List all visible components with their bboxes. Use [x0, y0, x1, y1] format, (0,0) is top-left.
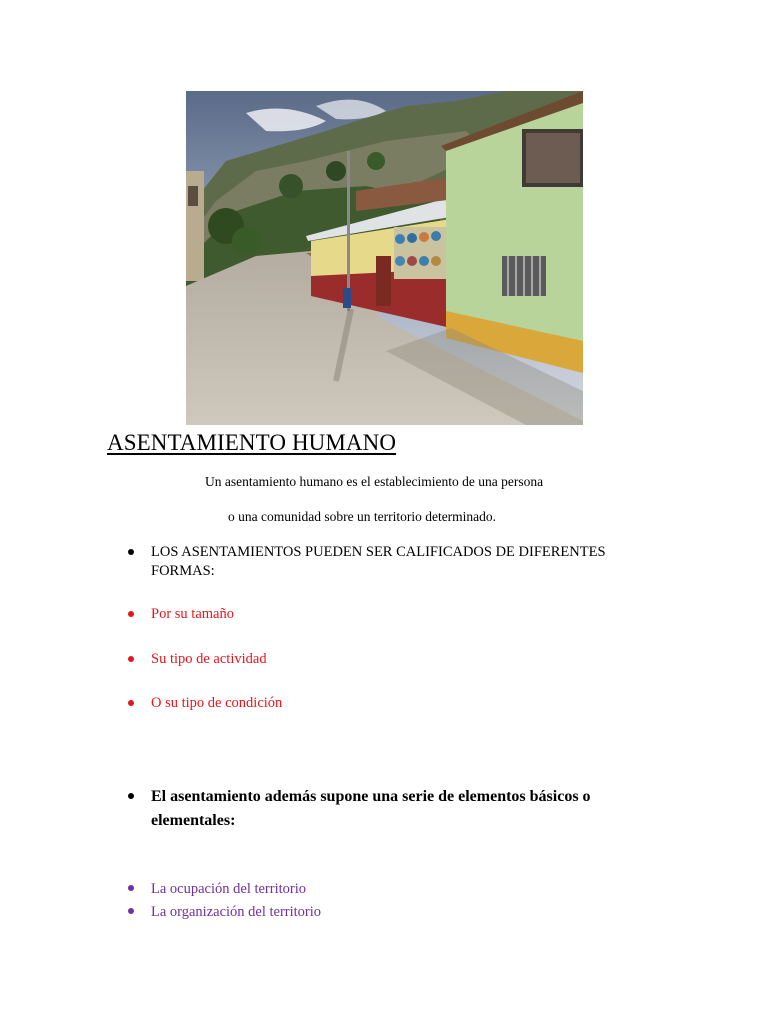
classification-item: Por su tamaño [151, 606, 234, 622]
list-item [128, 785, 631, 833]
intro-line-1: Un asentamiento humano es el establecimiento de una persona [205, 474, 544, 489]
page-title: ASENTAMIENTO HUMANO [107, 430, 397, 455]
street-photo [186, 91, 583, 425]
list-item [128, 543, 651, 581]
intro-line-2: o una comunidad sobre un territorio determinado. [228, 509, 497, 524]
list-item [128, 605, 234, 624]
bullet-icon [128, 549, 134, 555]
list-item [128, 880, 306, 899]
bullet-icon [128, 885, 134, 891]
bullet-icon [128, 793, 134, 799]
elements-item: La ocupación del territorio [151, 881, 307, 897]
list-item [128, 650, 267, 669]
classification-item: O su tipo de condición [151, 695, 283, 711]
classification-text: LOS ASENTAMIENTOS PUEDEN SER CALIFICADOS DE DIFERENTES FORMAS: [151, 544, 606, 579]
bullet-icon [128, 611, 134, 617]
bullet-icon [128, 656, 134, 662]
classification-item: Su tipo de actividad [151, 651, 267, 667]
list-item [128, 903, 321, 922]
list-item [128, 694, 282, 713]
elements-item: La organización del territorio [151, 904, 322, 920]
bullet-icon [128, 700, 134, 706]
elements-text: El asentamiento además supone una serie de elementos básicos o elementales: [151, 788, 591, 829]
bullet-icon [128, 908, 134, 914]
